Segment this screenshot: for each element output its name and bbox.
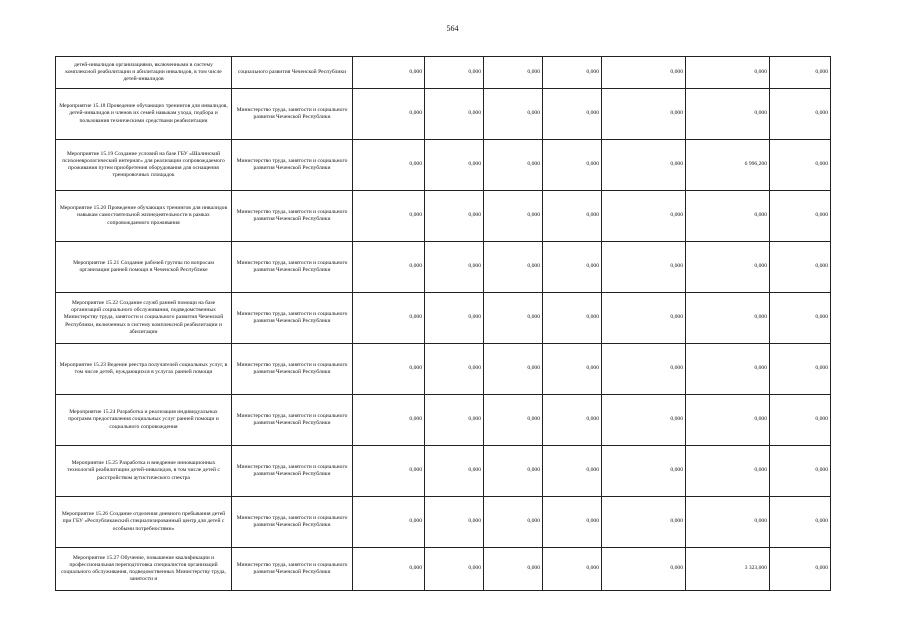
amount-cell: 0,000 (770, 57, 831, 89)
amount-cell: 0,000 (543, 497, 602, 548)
amount-cell: 0,000 (602, 548, 686, 591)
table-row (56, 497, 831, 548)
amount-cell: 0,000 (543, 344, 602, 395)
executor-cell: Министерство труда, занятости и социального развития Чеченской Республики (232, 446, 353, 497)
executor-cell: Министерство труда, занятости и социального развития Чеченской Республики (232, 293, 353, 344)
amount-cell: 0,000 (353, 242, 425, 293)
activity-description: детей-инвалидов организациями, включенными в систему комплексной реабилитации и абилитации инвалидов, в том числе детей-инвалидов (56, 57, 232, 89)
amount-cell: 6 996,200 (686, 140, 770, 191)
executor-cell: Министерство труда, занятости и социального развития Чеченской Республики (232, 242, 353, 293)
amount-cell: 0,000 (425, 140, 484, 191)
amount-cell: 0,000 (602, 191, 686, 242)
table-row (56, 191, 831, 242)
activity-description: Мероприятие 15.21 Создание рабочей группы по вопросам организации ранней помощи в Чеченской Республике (56, 242, 232, 293)
activity-description: Мероприятие 15.19 Создание условий на базе ГБУ «Шалинский психоневрологический интернат» для реализации сопровождаемого проживания путем приобретения оборудования для оснащения тренировочных площадок (56, 140, 232, 191)
activity-description: Мероприятие 15.24 Разработка и реализация индивидуальных программ предоставления социальных услуг ранней помощи и социального сопровождения (56, 395, 232, 446)
amount-cell: 0,000 (543, 89, 602, 140)
amount-cell: 0,000 (425, 57, 484, 89)
amount-cell: 0,000 (484, 140, 543, 191)
table-row (56, 57, 831, 89)
executor-cell: Министерство труда, занятости и социального развития Чеченской Республики (232, 344, 353, 395)
amount-cell: 0,000 (484, 395, 543, 446)
amount-cell: 0,000 (543, 140, 602, 191)
amount-cell: 0,000 (686, 344, 770, 395)
amount-cell: 0,000 (353, 140, 425, 191)
amount-cell: 0,000 (602, 57, 686, 89)
amount-cell: 0,000 (353, 191, 425, 242)
activity-description: Мероприятие 15.27 Обучение, повышение квалификации и профессиональная переподготовка специалистов организаций социального обслуживания, подведомственных Министерству труда, занятости и (56, 548, 232, 591)
page-number: 564 (446, 24, 459, 33)
amount-cell: 0,000 (484, 497, 543, 548)
amount-cell: 0,000 (602, 446, 686, 497)
amount-cell: 0,000 (425, 242, 484, 293)
budget-table (55, 56, 831, 591)
table-row (56, 89, 831, 140)
amount-cell: 0,000 (686, 89, 770, 140)
activity-description: Мероприятие 15.26 Создание отделения дневного пребывания детей при ГБУ «Республиканский специализированный центр для детей с особыми потребностями» (56, 497, 232, 548)
amount-cell: 0,000 (543, 293, 602, 344)
amount-cell: 0,000 (770, 446, 831, 497)
amount-cell: 0,000 (602, 242, 686, 293)
executor-cell: Министерство труда, занятости и социального развития Чеченской Республики (232, 140, 353, 191)
amount-cell: 0,000 (484, 548, 543, 591)
amount-cell: 0,000 (602, 395, 686, 446)
amount-cell: 0,000 (484, 293, 543, 344)
amount-cell: 0,000 (543, 191, 602, 242)
amount-cell: 0,000 (770, 497, 831, 548)
amount-cell: 0,000 (686, 293, 770, 344)
amount-cell: 0,000 (770, 140, 831, 191)
amount-cell: 0,000 (484, 89, 543, 140)
amount-cell: 0,000 (770, 344, 831, 395)
amount-cell: 0,000 (425, 344, 484, 395)
table-row (56, 548, 831, 591)
amount-cell: 0,000 (425, 446, 484, 497)
amount-cell: 0,000 (770, 89, 831, 140)
amount-cell: 0,000 (686, 395, 770, 446)
activity-description: Мероприятие 15.22 Создание служб ранней помощи на базе организаций социального обслуживания, подведомственных Министерству труда, занятости и социального развития Чеченской Республики, включенных в систему комплексной реабилитации и абилитации (56, 293, 232, 344)
amount-cell: 0,000 (686, 57, 770, 89)
table-row (56, 446, 831, 497)
amount-cell: 0,000 (425, 191, 484, 242)
amount-cell: 0,000 (770, 242, 831, 293)
amount-cell: 0,000 (543, 446, 602, 497)
amount-cell: 0,000 (425, 548, 484, 591)
amount-cell: 0,000 (353, 548, 425, 591)
executor-cell: социального развития Чеченской Республики (232, 57, 353, 89)
amount-cell: 0,000 (602, 89, 686, 140)
executor-cell: Министерство труда, занятости и социального развития Чеченской Республики (232, 191, 353, 242)
amount-cell: 0,000 (602, 293, 686, 344)
amount-cell: 0,000 (770, 191, 831, 242)
activity-description: Мероприятие 15.23 Ведение реестра получателей социальных услуг, в том числе детей, нуждающихся в услугах ранней помощи (56, 344, 232, 395)
activity-description: Мероприятие 15.18 Проведение обучающих тренингов для инвалидов, детей-инвалидов и членов их семей навыкам ухода, подбора и пользования техническими средствами реабилитации (56, 89, 232, 140)
amount-cell: 0,000 (686, 497, 770, 548)
amount-cell: 0,000 (686, 446, 770, 497)
amount-cell: 0,000 (770, 293, 831, 344)
executor-cell: Министерство труда, занятости и социального развития Чеченской Республики (232, 395, 353, 446)
amount-cell: 0,000 (484, 446, 543, 497)
table-row (56, 140, 831, 191)
amount-cell: 0,000 (353, 89, 425, 140)
amount-cell: 0,000 (353, 497, 425, 548)
activity-description: Мероприятие 15.20 Проведение обучающих тренингов для инвалидов навыкам самостоятельной жизнедеятельности в рамках сопровождаемого проживания (56, 191, 232, 242)
amount-cell: 0,000 (602, 344, 686, 395)
amount-cell: 0,000 (425, 89, 484, 140)
amount-cell: 0,000 (353, 293, 425, 344)
table-row (56, 395, 831, 446)
amount-cell: 0,000 (770, 548, 831, 591)
amount-cell: 0,000 (353, 57, 425, 89)
activity-description: Мероприятие 15.25 Разработка и внедрение инновационных технологий реабилитации детей-инвалидов, в том числе детей с расстройством аутистического спектра (56, 446, 232, 497)
amount-cell: 0,000 (425, 293, 484, 344)
executor-cell: Министерство труда, занятости и социального развития Чеченской Республики (232, 497, 353, 548)
amount-cell: 0,000 (602, 140, 686, 191)
amount-cell: 0,000 (353, 446, 425, 497)
amount-cell: 0,000 (543, 242, 602, 293)
amount-cell: 0,000 (484, 57, 543, 89)
amount-cell: 0,000 (602, 497, 686, 548)
amount-cell: 3 323,000 (686, 548, 770, 591)
amount-cell: 0,000 (543, 395, 602, 446)
amount-cell: 0,000 (425, 395, 484, 446)
amount-cell: 0,000 (484, 242, 543, 293)
amount-cell: 0,000 (770, 395, 831, 446)
table-row (56, 242, 831, 293)
amount-cell: 0,000 (425, 497, 484, 548)
amount-cell: 0,000 (686, 242, 770, 293)
amount-cell: 0,000 (543, 548, 602, 591)
amount-cell: 0,000 (686, 191, 770, 242)
table-row (56, 344, 831, 395)
table-row (56, 293, 831, 344)
amount-cell: 0,000 (484, 344, 543, 395)
amount-cell: 0,000 (353, 344, 425, 395)
amount-cell: 0,000 (484, 191, 543, 242)
executor-cell: Министерство труда, занятости и социального развития Чеченской Республики (232, 89, 353, 140)
amount-cell: 0,000 (353, 395, 425, 446)
executor-cell: Министерство труда, занятости и социального развития Чеченской Республики (232, 548, 353, 591)
table-body (56, 57, 831, 591)
amount-cell: 0,000 (543, 57, 602, 89)
